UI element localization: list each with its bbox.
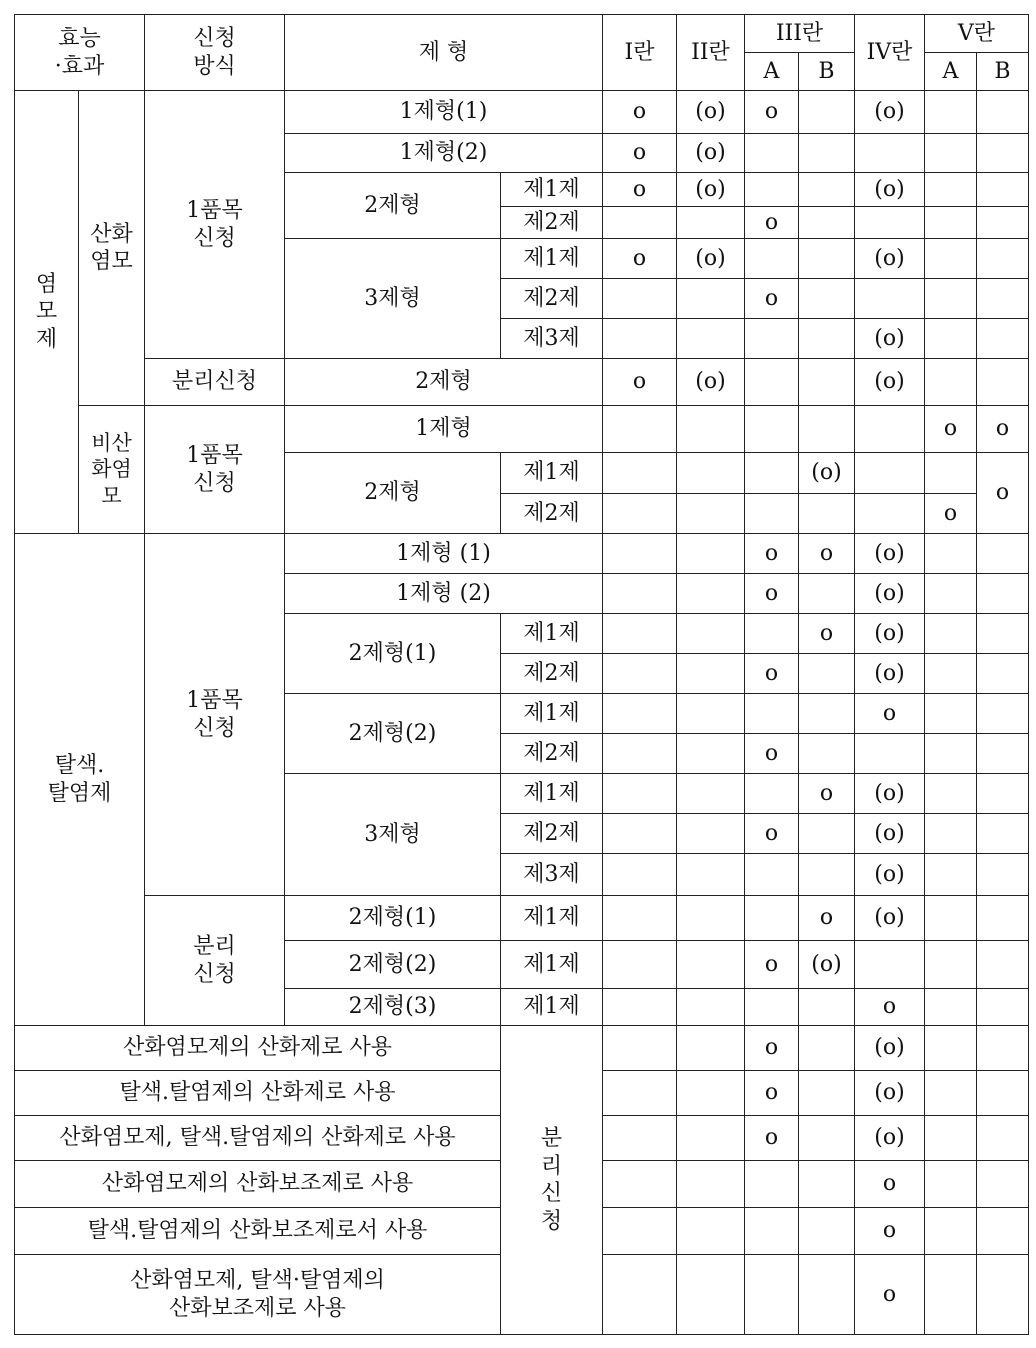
empty-cell (977, 1161, 1029, 1208)
empty-cell (977, 694, 1029, 734)
empty-cell (925, 941, 977, 989)
empty-cell (745, 319, 799, 359)
empty-cell (855, 207, 925, 239)
empty-cell (799, 406, 855, 453)
mark-cell: (o) (855, 854, 925, 896)
formulation-cell: 3제형 (285, 774, 501, 896)
header-col5-a: A (925, 53, 977, 91)
empty-cell (799, 1071, 855, 1116)
agent-cell: 제3제 (501, 854, 603, 896)
empty-cell (603, 574, 677, 614)
empty-cell (925, 1116, 977, 1161)
empty-cell (603, 1255, 677, 1335)
empty-cell (799, 134, 855, 173)
mark-cell: o (603, 134, 677, 173)
empty-cell (977, 534, 1029, 574)
mark-cell: o (745, 207, 799, 239)
empty-cell (925, 453, 977, 494)
empty-cell (925, 854, 977, 896)
empty-cell (925, 239, 977, 279)
mark-cell: (o) (677, 173, 745, 207)
usage-cell: 산화염모제의 산화제로 사용 (15, 1026, 501, 1071)
header-col5: V란 (925, 15, 1029, 53)
mark-cell: (o) (855, 574, 925, 614)
empty-cell (799, 1255, 855, 1335)
mark-cell: o (855, 1255, 925, 1335)
mark-cell: (o) (855, 1026, 925, 1071)
label-single-item: 1품목 신청 (145, 91, 285, 359)
mark-cell: (o) (799, 941, 855, 989)
empty-cell (745, 1161, 799, 1208)
empty-cell (925, 1026, 977, 1071)
empty-cell (855, 941, 925, 989)
mark-cell: (o) (855, 654, 925, 694)
empty-cell (745, 134, 799, 173)
empty-cell (677, 614, 745, 654)
empty-cell (977, 1116, 1029, 1161)
empty-cell (745, 359, 799, 406)
agent-cell: 제2제 (501, 734, 603, 774)
formulation-cell: 1제형 (1) (285, 534, 603, 574)
empty-cell (977, 941, 1029, 989)
empty-cell (977, 1026, 1029, 1071)
empty-cell (855, 494, 925, 534)
empty-cell (745, 1255, 799, 1335)
empty-cell (925, 734, 977, 774)
empty-cell (745, 896, 799, 941)
mark-cell: (o) (855, 173, 925, 207)
empty-cell (799, 989, 855, 1026)
formulation-cell: 1제형(1) (285, 91, 603, 134)
empty-cell (677, 279, 745, 319)
mark-cell: o (855, 1208, 925, 1255)
empty-cell (799, 239, 855, 279)
header-col5-b: B (977, 53, 1029, 91)
formulation-cell: 2제형 (285, 453, 501, 534)
empty-cell (745, 614, 799, 654)
agent-cell: 제1제 (501, 774, 603, 814)
empty-cell (925, 774, 977, 814)
mark-cell: o (603, 359, 677, 406)
agent-cell: 제1제 (501, 173, 603, 207)
empty-cell (745, 494, 799, 534)
empty-cell (677, 1026, 745, 1071)
formulation-cell: 1제형(2) (285, 134, 603, 173)
mark-cell: o (799, 534, 855, 574)
empty-cell (603, 941, 677, 989)
mark-cell: (o) (855, 239, 925, 279)
mark-cell: o (799, 614, 855, 654)
empty-cell (677, 814, 745, 854)
empty-cell (603, 814, 677, 854)
empty-cell (977, 359, 1029, 406)
empty-cell (799, 173, 855, 207)
empty-cell (799, 654, 855, 694)
empty-cell (677, 1116, 745, 1161)
empty-cell (799, 207, 855, 239)
mark-cell: (o) (855, 1071, 925, 1116)
header-effect: 효능 ·효과 (15, 15, 145, 91)
mark-cell: o (745, 574, 799, 614)
empty-cell (799, 1026, 855, 1071)
empty-cell (603, 896, 677, 941)
empty-cell (799, 1116, 855, 1161)
mark-cell: o (977, 453, 1029, 534)
empty-cell (603, 1208, 677, 1255)
empty-cell (603, 319, 677, 359)
empty-cell (745, 239, 799, 279)
empty-cell (925, 134, 977, 173)
empty-cell (677, 534, 745, 574)
mark-cell: o (603, 239, 677, 279)
empty-cell (603, 406, 677, 453)
empty-cell (925, 814, 977, 854)
empty-cell (677, 406, 745, 453)
agent-cell: 제2제 (501, 814, 603, 854)
mark-cell: (o) (677, 359, 745, 406)
mark-cell: (o) (855, 534, 925, 574)
empty-cell (745, 989, 799, 1026)
label-separate: 분리 신청 (145, 896, 285, 1026)
empty-cell (799, 814, 855, 854)
agent-cell: 제3제 (501, 319, 603, 359)
header-col3-b: B (799, 53, 855, 91)
formulation-cell: 3제형 (285, 239, 501, 359)
empty-cell (977, 239, 1029, 279)
empty-cell (855, 406, 925, 453)
mark-cell: o (855, 989, 925, 1026)
empty-cell (799, 734, 855, 774)
mark-cell: o (745, 534, 799, 574)
empty-cell (799, 854, 855, 896)
empty-cell (977, 814, 1029, 854)
formulation-cell: 2제형 (285, 173, 501, 239)
mark-cell: o (745, 1071, 799, 1116)
empty-cell (977, 654, 1029, 694)
empty-cell (603, 774, 677, 814)
empty-cell (603, 453, 677, 494)
empty-cell (745, 1208, 799, 1255)
empty-cell (977, 989, 1029, 1026)
empty-cell (603, 279, 677, 319)
empty-cell (677, 941, 745, 989)
empty-cell (745, 173, 799, 207)
agent-cell: 제1제 (501, 896, 603, 941)
mark-cell: (o) (855, 91, 925, 134)
label-single-item: 1품목 신청 (145, 406, 285, 534)
mark-cell: (o) (677, 91, 745, 134)
usage-cell: 산화염모제의 산화보조제로 사용 (15, 1161, 501, 1208)
header-col2: II란 (677, 15, 745, 91)
empty-cell (925, 279, 977, 319)
empty-cell (677, 494, 745, 534)
empty-cell (925, 896, 977, 941)
formulation-cell: 2제형(2) (285, 941, 501, 989)
empty-cell (977, 614, 1029, 654)
mark-cell: o (603, 91, 677, 134)
mark-cell: o (799, 896, 855, 941)
empty-cell (925, 1208, 977, 1255)
empty-cell (925, 91, 977, 134)
empty-cell (603, 494, 677, 534)
empty-cell (603, 534, 677, 574)
empty-cell (603, 1116, 677, 1161)
empty-cell (603, 989, 677, 1026)
empty-cell (603, 654, 677, 694)
mark-cell: (o) (855, 319, 925, 359)
mark-cell: (o) (799, 453, 855, 494)
empty-cell (977, 173, 1029, 207)
empty-cell (745, 694, 799, 734)
empty-cell (977, 854, 1029, 896)
usage-cell: 탈색.탈염제의 산화보조제로서 사용 (15, 1208, 501, 1255)
agent-cell: 제1제 (501, 941, 603, 989)
mark-cell: o (745, 1026, 799, 1071)
empty-cell (677, 574, 745, 614)
formulation-cell: 2제형(1) (285, 614, 501, 694)
empty-cell (799, 1208, 855, 1255)
agent-cell: 제1제 (501, 453, 603, 494)
empty-cell (977, 134, 1029, 173)
empty-cell (677, 854, 745, 896)
empty-cell (855, 734, 925, 774)
empty-cell (677, 1161, 745, 1208)
empty-cell (977, 1071, 1029, 1116)
agent-cell: 제2제 (501, 279, 603, 319)
empty-cell (925, 989, 977, 1026)
empty-cell (925, 359, 977, 406)
empty-cell (603, 694, 677, 734)
empty-cell (855, 453, 925, 494)
header-col3-a: A (745, 53, 799, 91)
empty-cell (977, 279, 1029, 319)
empty-cell (977, 1255, 1029, 1335)
empty-cell (677, 1255, 745, 1335)
formulation-cell: 2제형(2) (285, 694, 501, 774)
empty-cell (603, 854, 677, 896)
empty-cell (677, 1071, 745, 1116)
empty-cell (745, 406, 799, 453)
empty-cell (925, 1161, 977, 1208)
empty-cell (799, 279, 855, 319)
mark-cell: o (925, 406, 977, 453)
empty-cell (925, 207, 977, 239)
label-separate: 분리신청 (145, 359, 285, 406)
empty-cell (677, 694, 745, 734)
empty-cell (745, 453, 799, 494)
empty-cell (677, 1208, 745, 1255)
empty-cell (745, 854, 799, 896)
empty-cell (603, 207, 677, 239)
empty-cell (799, 319, 855, 359)
formulation-cell: 2제형(3) (285, 989, 501, 1026)
agent-cell: 제1제 (501, 614, 603, 654)
agent-cell: 제1제 (501, 239, 603, 279)
mark-cell: o (925, 494, 977, 534)
label-oxidative: 산화 염모 (79, 91, 145, 406)
mark-cell: o (745, 941, 799, 989)
mark-cell: (o) (677, 239, 745, 279)
empty-cell (677, 453, 745, 494)
empty-cell (925, 574, 977, 614)
mark-cell: o (745, 279, 799, 319)
mark-cell: o (855, 694, 925, 734)
empty-cell (677, 989, 745, 1026)
empty-cell (799, 359, 855, 406)
mark-cell: (o) (855, 774, 925, 814)
header-col3: III란 (745, 15, 855, 53)
empty-cell (977, 896, 1029, 941)
empty-cell (603, 1026, 677, 1071)
mark-cell: o (745, 814, 799, 854)
empty-cell (677, 896, 745, 941)
mark-cell: o (855, 1161, 925, 1208)
empty-cell (977, 774, 1029, 814)
application-table (14, 14, 1029, 1335)
mark-cell: o (603, 173, 677, 207)
formulation-cell: 1제형 (285, 406, 603, 453)
agent-cell: 제2제 (501, 207, 603, 239)
empty-cell (977, 91, 1029, 134)
mark-cell: (o) (855, 814, 925, 854)
mark-cell: (o) (677, 134, 745, 173)
agent-cell: 제2제 (501, 654, 603, 694)
agent-cell: 제2제 (501, 494, 603, 534)
header-col4: IV란 (855, 15, 925, 91)
label-non-oxidative: 비산 화염 모 (79, 406, 145, 534)
agent-cell: 제1제 (501, 989, 603, 1026)
header-formulation: 제 형 (285, 15, 603, 91)
empty-cell (677, 734, 745, 774)
empty-cell (977, 319, 1029, 359)
empty-cell (925, 694, 977, 734)
empty-cell (977, 574, 1029, 614)
empty-cell (925, 614, 977, 654)
label-single-item: 1품목 신청 (145, 534, 285, 896)
mark-cell: o (745, 1116, 799, 1161)
formulation-cell: 2제형 (285, 359, 603, 406)
empty-cell (677, 319, 745, 359)
mark-cell: (o) (855, 614, 925, 654)
empty-cell (603, 1161, 677, 1208)
header-method: 신청 방식 (145, 15, 285, 91)
empty-cell (745, 774, 799, 814)
empty-cell (977, 734, 1029, 774)
empty-cell (799, 694, 855, 734)
empty-cell (925, 1071, 977, 1116)
empty-cell (977, 207, 1029, 239)
empty-cell (677, 654, 745, 694)
empty-cell (925, 534, 977, 574)
mark-cell: o (745, 734, 799, 774)
mark-cell: o (745, 654, 799, 694)
agent-cell: 제1제 (501, 694, 603, 734)
usage-cell: 산화염모제, 탈색·탈염제의 산화보조제로 사용 (15, 1255, 501, 1335)
empty-cell (677, 207, 745, 239)
empty-cell (799, 494, 855, 534)
empty-cell (799, 91, 855, 134)
empty-cell (925, 319, 977, 359)
mark-cell: o (977, 406, 1029, 453)
empty-cell (603, 614, 677, 654)
mark-cell: (o) (855, 359, 925, 406)
empty-cell (855, 279, 925, 319)
empty-cell (925, 654, 977, 694)
empty-cell (677, 774, 745, 814)
formulation-cell: 1제형 (2) (285, 574, 603, 614)
mark-cell: o (799, 774, 855, 814)
empty-cell (925, 173, 977, 207)
mark-cell: o (745, 91, 799, 134)
empty-cell (925, 1255, 977, 1335)
usage-cell: 탈색.탈염제의 산화제로 사용 (15, 1071, 501, 1116)
label-hair-dye: 염 모 제 (15, 91, 79, 534)
empty-cell (799, 574, 855, 614)
label-separate-vertical: 분 리 신 청 (501, 1026, 603, 1335)
empty-cell (977, 1208, 1029, 1255)
empty-cell (603, 734, 677, 774)
header-col1: I란 (603, 15, 677, 91)
formulation-cell: 2제형(1) (285, 896, 501, 941)
empty-cell (855, 134, 925, 173)
empty-cell (799, 1161, 855, 1208)
mark-cell: (o) (855, 896, 925, 941)
mark-cell: (o) (855, 1116, 925, 1161)
empty-cell (603, 1071, 677, 1116)
label-bleach: 탈색. 탈염제 (15, 534, 145, 1026)
usage-cell: 산화염모제, 탈색.탈염제의 산화제로 사용 (15, 1116, 501, 1161)
